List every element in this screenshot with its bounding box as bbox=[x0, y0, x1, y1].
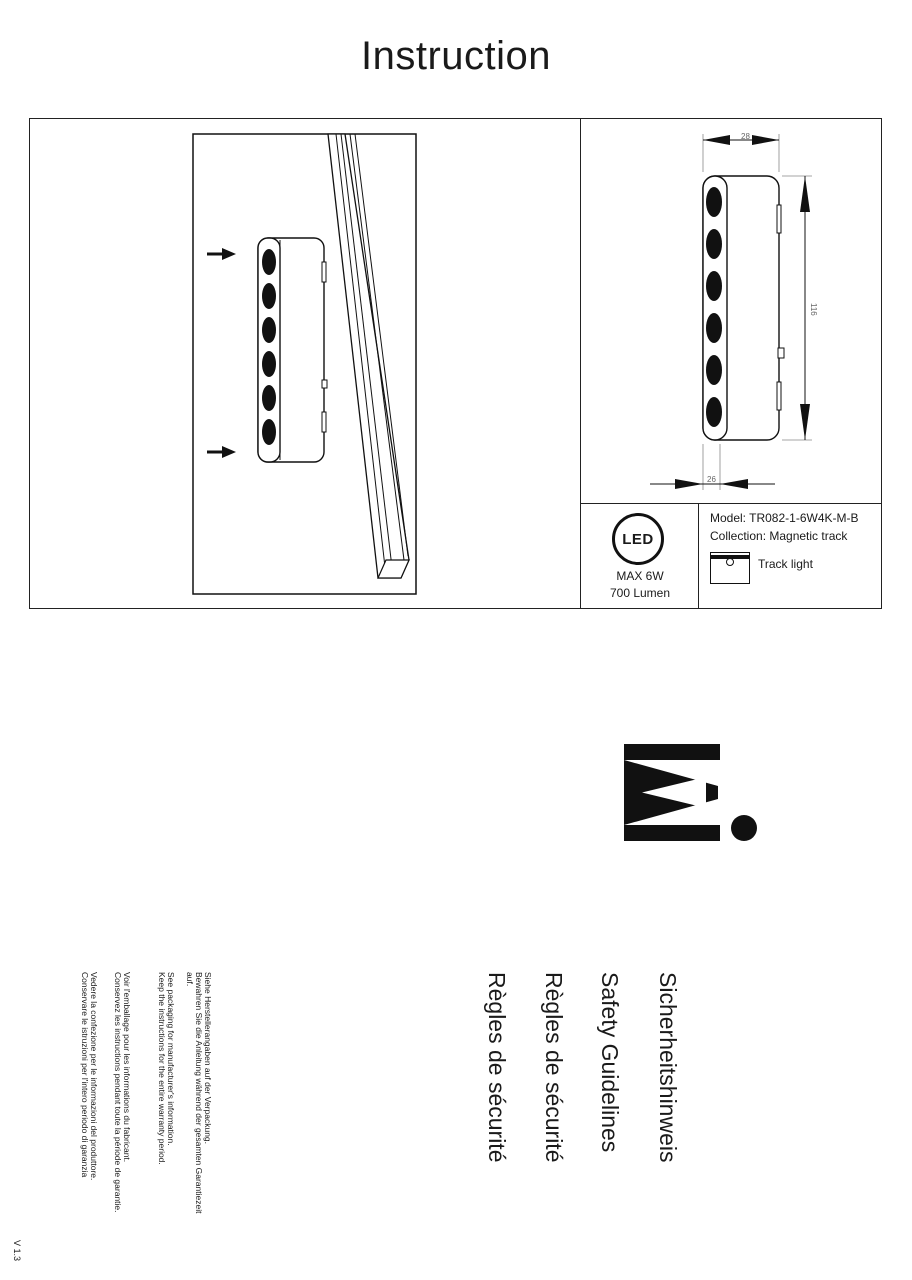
track-light-icon bbox=[710, 552, 750, 584]
height-dimension: 116 bbox=[809, 303, 818, 316]
brand-logo bbox=[624, 744, 764, 844]
depth-dimension: 26 bbox=[707, 475, 716, 484]
note-it: Vedere la confezione per le informazioni del produttore. Conservare le istruzioni per l'intero periodo di garanzia bbox=[80, 972, 99, 1181]
note-fr: Voir l'emballage pour les informations du fabricant. Conservez les instructions pendant toute la période de garantie. bbox=[113, 972, 132, 1213]
lumen-output: 700 Lumen bbox=[609, 586, 671, 600]
heading-it: Règles de sécurité bbox=[484, 972, 510, 1163]
version-label: V 1.3 bbox=[12, 1240, 22, 1262]
model-number: Model: TR082-1-6W4K-M-B bbox=[710, 511, 859, 525]
installation-illustration bbox=[30, 119, 580, 608]
heading-en: Safety Guidelines bbox=[597, 972, 623, 1153]
heading-fr: Règles de sécurité bbox=[541, 972, 567, 1163]
note-de: Siehe Herstellerangaben auf der Verpackung. Bewahren Sie die Anleitung während der gesamten Garantiezeit auf. bbox=[185, 972, 213, 1214]
note-en: See packaging for manufacturer's information. Keep the instructions for the entire warranty period. bbox=[157, 972, 176, 1165]
max-power: MAX 6W bbox=[616, 569, 664, 583]
width-dimension: 28 bbox=[741, 132, 750, 141]
frame-divider-horizontal bbox=[580, 503, 882, 504]
spec-divider bbox=[698, 503, 699, 609]
page-title: Instruction bbox=[360, 34, 552, 78]
heading-de: Sicherheitshinweis bbox=[655, 972, 681, 1163]
dimension-drawing bbox=[581, 119, 881, 502]
track-light-label: Track light bbox=[758, 557, 813, 571]
led-badge: LED bbox=[612, 513, 664, 565]
collection-name: Collection: Magnetic track bbox=[710, 529, 848, 543]
